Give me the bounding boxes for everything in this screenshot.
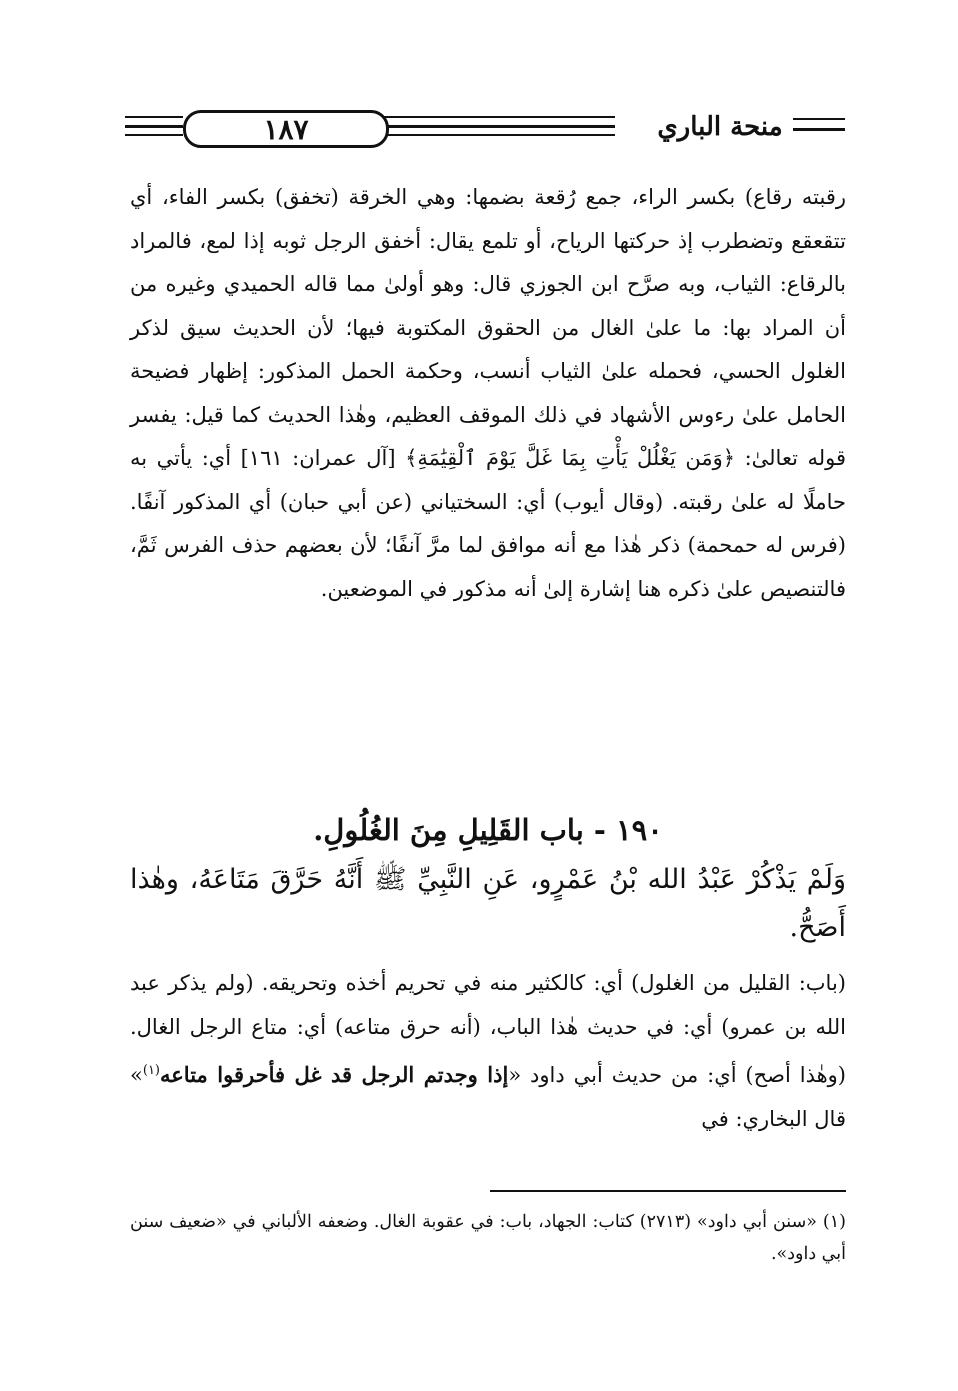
explanation-block [130, 962, 846, 1141]
footnote-separator [490, 1190, 846, 1192]
header-rule-center-middle [383, 125, 615, 128]
book-title: منحة الباري [657, 112, 783, 142]
footnote-1: (١) «سنن أبي داود» (٢٧١٣) كتاب: الجهاد، باب: في عقوبة الغال. وضعفه الألباني في «ضعيف سنن أبي داود». [130, 1212, 846, 1264]
explanation-text-end: » قال البخاري: في [130, 1063, 846, 1131]
commentary-block [130, 176, 846, 611]
footnote-marker: (١) [142, 1063, 160, 1078]
explanation-text-start: (باب: القليل من الغلول) أي: كالكثير منه في تحريم أخذه وتحريقه. (ولم يذكر عبد الله بن عمرو) أي: في حديث هٰذا الباب، (أنه حرق متاعه) أي: متاع الرجل الغال. (وهٰذا أصح) أي: من حديث أبي داود « [130, 971, 846, 1087]
footnotes [130, 1206, 846, 1270]
header-rule-center-top [383, 116, 615, 118]
commentary-paragraph: رقبته رقاع) بكسر الراء، جمع رُقعة بضمها: وهي الخرقة (تخفق) بكسر الفاء، أي تتقعقع وتضطرب إذ حركتها الرياح، أو تلمع يقال: أخفق الرجل ثوبه إذا لمع، فالمراد بالرقاع: الثياب، وبه صرَّح ابن الجوزي قال: وهو أولىٰ مما قاله الحميدي وغيره من أن المراد بها: ما علىٰ الغال من الحقوق المكتوبة فيها؛ لأن الحديث سيق لذكر الغلول الحسي، فحمله علىٰ الثياب أنسب، وحكمة الحمل المذكور: إظهار فضيحة الحامل علىٰ رءوس الأشهاد في ذلك الموقف العظيم، وهٰذا الحديث كما قيل: يفسر قوله تعالىٰ: ﴿وَمَن يَغْلُلْ يَأْتِ بِمَا غَلَّ يَوْمَ ٱلْقِيَٰمَةِ﴾ [آل عمران: ١٦١] أي: يأتي به حاملًا له علىٰ رقبته. (وقال أيوب) أي: السختياني (عن أبي حبان) أي المذكور آنفًا. (فرس له حمحمة) ذكر هٰذا مع أنه موافق لما مرَّ آنفًا؛ لأن بعضهم حذف الفرس ثَمَّ، فالتنصيص علىٰ ذكره هنا إشارة إلىٰ أنه مذكور في الموضعين. [130, 185, 846, 601]
page-number: ١٨٧ [183, 110, 389, 148]
explanation-paragraph [130, 962, 846, 1141]
header-rule-center-bottom [383, 134, 615, 136]
page-header [125, 96, 845, 156]
bold-hadith-quote: إذا وجدتم الرجل قد غل فأحرقوا متاعه [160, 1062, 509, 1087]
header-rule-left-middle [125, 125, 183, 128]
hadith-text: وَلَمْ يَذْكُرْ عَبْدُ الله بْنُ عَمْرٍو، عَنِ النَّبِيِّ ﷺ أَنَّهُ حَرَّقَ مَتَاعَهُ، وهٰذا أَصَحُّ. [130, 864, 846, 943]
header-rule-left-bottom [125, 134, 183, 136]
chapter-heading: ١٩٠ - باب القَلِيلِ مِنَ الغُلُولِ. [313, 813, 663, 847]
header-rule-left-top [125, 116, 183, 118]
